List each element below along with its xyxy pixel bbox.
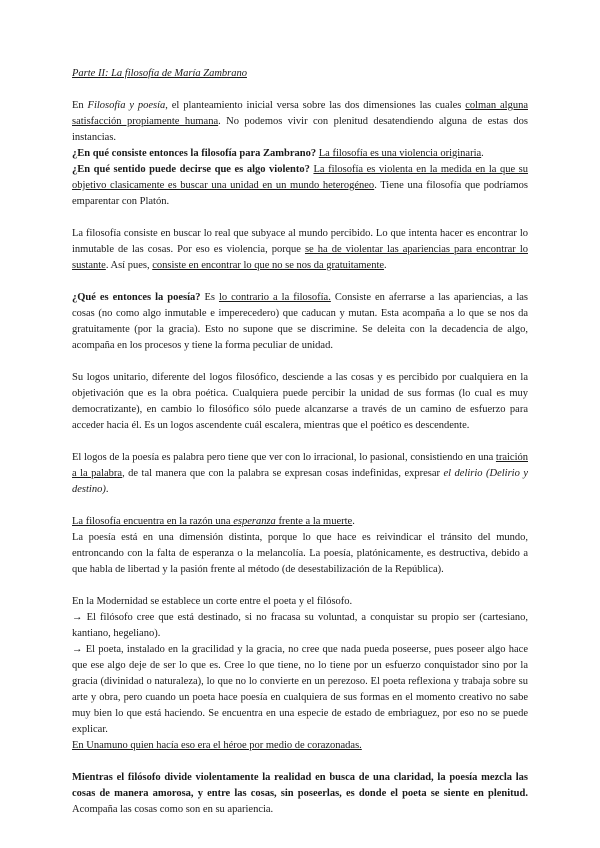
paragraph-modernity: En la Modernidad se establece un corte entre el poeta y el filósofo.	[72, 596, 353, 607]
text: El logos de la poesía es palabra pero tiene que ver con lo irracional, lo pasional, consistiendo en una	[72, 452, 496, 463]
underlined-text: frente a la muerte	[275, 516, 353, 527]
text: En	[72, 100, 88, 111]
text: .	[105, 484, 109, 495]
paragraph-logos: Su logos unitario, diferente del logos filosófico, desciende a las cosas y es percibido por cualquiera en la objetivación que es la obra poética. Cualquiera puede percibir la unidad de sus formas (lo cual es muy democratizante), en cambio lo filosófico sólo puede alcanzarse a través de un camino de esfuerzo para acceder hacia él. Es un logos ascendente cuál escalera, mientras que el poético es descendente.	[72, 372, 528, 431]
text: , el planteamiento inicial versa sobre las dos dimensiones las cuales	[165, 100, 466, 111]
paragraph-question-philosophy	[72, 146, 528, 162]
paragraph-conclusion	[72, 770, 528, 818]
paragraph-intro	[72, 98, 528, 146]
paragraph-question-poetry	[72, 290, 528, 354]
text: . Tiene una filosofía que podríamos emparentar con Platón.	[72, 180, 529, 207]
question: ¿En qué sentido puede decirse que es algo violento?	[72, 164, 310, 175]
text: . No podemos vivir con plenitud desatendiendo alguna de estas dos instancias.	[72, 116, 529, 143]
text: Es	[200, 292, 219, 303]
paragraph-poetry-dimension: La poesía está en una dimensión distinta, porque lo que hace es reivindicar el tránsito del mundo, entroncando con la falta de esperanza o la melancolía. La poesía, platónicamente, es destructiva, debido a que habla de libertad y la pasión frente al método (de desestabilización de la República).	[72, 532, 528, 575]
underlined-text: La filosofía es una violencia originaria	[318, 148, 482, 159]
text: La filosofía consiste en buscar lo real que subyace al mundo percibido. Lo que intenta hacer es encontrar lo inmutable de las cosas. Por eso es violencia, porque	[72, 228, 528, 255]
underlined-text: traición a la palabra	[72, 452, 528, 479]
document-page	[72, 66, 528, 818]
underlined-text: consiste en encontrar lo que no se nos da gratuitamente	[152, 260, 385, 271]
text: .	[384, 260, 387, 271]
section-title: Parte II: La filosofía de María Zambrano	[72, 68, 247, 79]
text: .	[481, 148, 484, 159]
paragraph-philosophy-reality	[72, 226, 528, 274]
underlined-text: La filosofía es violenta en la medida en la que su objetivo clasicamente es buscar una unidad en un mundo heterogéneo	[72, 164, 529, 191]
paragraph-hope	[72, 514, 528, 530]
question: ¿En qué consiste entonces la filosofía para Zambrano?	[72, 148, 317, 159]
italic-text: el delirio (Delirio y destino)	[72, 468, 528, 495]
text: . Así pues,	[105, 260, 153, 271]
bold-text: Mientras el filósofo divide violentamente la realidad en busca de una claridad, la poesía mezcla las cosas de manera amorosa, y entre las cosas, sin poseerlas, es donde el poeta se siente en plenitud.	[72, 772, 528, 799]
book-title: Filosofía y poesía	[87, 100, 166, 111]
underlined-text: La filosofía encuentra en la razón una	[72, 516, 234, 527]
paragraph-philosopher: → El filósofo cree que está destinado, si no fracasa su voluntad, a conquistar su propio ser (cartesiano, kantiano, hegeliano).	[72, 612, 528, 639]
underlined-text: se ha de violentar las apariencias para encontrar lo sustante	[72, 244, 528, 271]
text: Consiste en aferrarse a las apariencias, a las cosas (no como algo inmutable e imperecedero) que caducan y mutan. Esta acompaña a lo que se nos da gratuitamente (por la gracia). Esto no supone que se discrimine. Se deleita con la decadencia de algo, acompaña en los procesos y tiene la forma peculiar de unidad.	[72, 292, 528, 351]
underlined-text: lo contrario a la filosofía.	[218, 292, 331, 303]
text: .	[352, 516, 355, 527]
question: ¿Qué es entonces la poesía?	[72, 292, 201, 303]
underlined-italic-text: esperanza	[233, 516, 276, 527]
text: , de tal manera que con la palabra se expresan cosas indefinidas, expresar	[122, 468, 444, 479]
paragraph-logos-poetry	[72, 450, 528, 498]
underlined-text: colman alguna satisfacción propiamente humana	[72, 100, 528, 127]
paragraph-unamuno: En Unamuno quien hacía eso era el héroe por medio de corazonadas.	[72, 740, 362, 751]
text: Acompaña las cosas como son en su apariencia.	[72, 804, 274, 815]
paragraph-poet: → El poeta, instalado en la gracilidad y la gracia, no cree que nada pueda poseerse, pues poseer algo hace que ese algo deje de ser lo que es. Cree lo que tiene, no lo tiene por un esfuerzo conquistador sino por la gracia (divinidad o naturaleza), lo que no lo convierte en un perezoso. El poeta reflexiona y trabaja sobre su arte y obra, pero cuando un poeta hace poesía en cualquiera de sus formas en el momento creativo no sabe muy bien lo que está haciendo. Se encuentra en una especie de estado de embriaguez, por eso no se puede explicar.	[72, 644, 528, 735]
paragraph-question-violence	[72, 162, 528, 210]
